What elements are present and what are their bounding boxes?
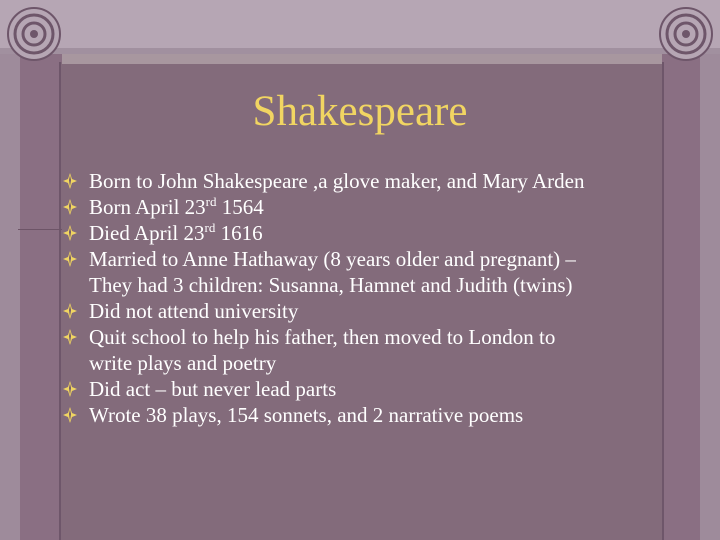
- frame-right-column: [700, 54, 720, 540]
- bullet-text: Did not attend university: [89, 299, 299, 323]
- bullet-text: [89, 324, 702, 376]
- bullet-text-line: They had 3 children: Susanna, Hamnet and Judith (twins): [89, 273, 573, 297]
- bullet-text-part: Born April 23: [89, 195, 206, 219]
- bullet-text: [89, 220, 702, 246]
- quill-diamond-icon: [63, 329, 77, 345]
- divider-rule: [18, 229, 62, 230]
- bullet-text-line: Married to Anne Hathaway (8 years older and pregnant) –: [89, 247, 576, 271]
- bullet-item: [62, 220, 702, 246]
- quill-diamond-icon: [63, 199, 77, 215]
- slide-title: Shakespeare: [252, 88, 468, 135]
- frame-top-beam: [0, 0, 720, 52]
- bullet-text-part: 1564: [216, 195, 264, 219]
- ordinal-superscript: rd: [205, 194, 217, 209]
- bullet-text: [89, 246, 702, 298]
- quill-diamond-icon: [63, 173, 77, 189]
- ionic-scroll-icon: [660, 8, 712, 60]
- bullet-item: [62, 324, 702, 376]
- bullet-text-line: Quit school to help his father, then moved to London to: [89, 325, 556, 349]
- bullet-item: [62, 376, 702, 402]
- bullet-text: Born to John Shakespeare ,a glove maker, and Mary Arden: [89, 169, 585, 193]
- bullet-text-part: Died April 23: [89, 221, 205, 245]
- bullet-text: Wrote 38 plays, 154 sonnets, and 2 narrative poems: [89, 403, 524, 427]
- bullet-item: [62, 246, 702, 298]
- quill-diamond-icon: [63, 407, 77, 423]
- quill-diamond-icon: [63, 381, 77, 397]
- bullet-item: [62, 194, 702, 220]
- bullet-item: [62, 298, 702, 324]
- bullet-text-line: write plays and poetry: [89, 351, 277, 375]
- frame-left-column: [0, 54, 20, 540]
- quill-diamond-icon: [63, 225, 77, 241]
- bullet-item: [62, 402, 702, 428]
- bullet-text: [89, 194, 702, 220]
- ionic-scroll-icon: [8, 8, 60, 60]
- frame-dentils: [62, 54, 662, 64]
- ordinal-superscript: rd: [204, 220, 216, 235]
- quill-diamond-icon: [63, 251, 77, 267]
- bullet-item: [62, 168, 702, 194]
- bullet-text-part: 1616: [215, 221, 263, 245]
- bullet-text: Did act – but never lead parts: [89, 377, 337, 401]
- bullet-list: [62, 168, 702, 428]
- quill-diamond-icon: [63, 303, 77, 319]
